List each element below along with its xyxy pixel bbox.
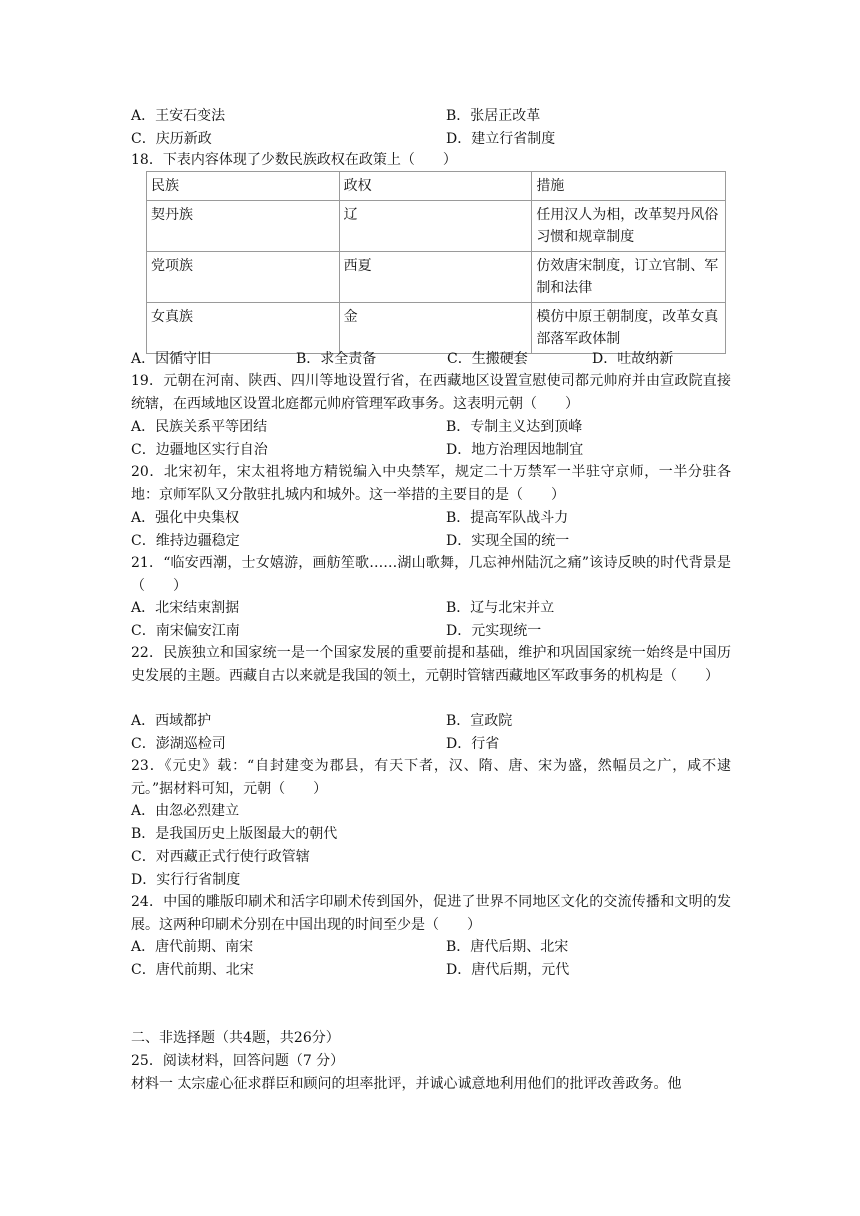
q23-option-c: C．对西藏正式行使行政管辖 — [131, 849, 310, 865]
table-header-row — [147, 172, 726, 201]
q19-stem: 19．元朝在河南、陕西、四川等地设置行省，在西藏地区设置宣慰使司都元帅府并由宣政院直接统辖，在西域地区设置北庭都元帅府管理军政事务。这表明元朝（ ） — [131, 373, 731, 412]
q19-option-a: A．民族关系平等团结 — [131, 419, 268, 435]
q21-options-row-1 — [131, 597, 731, 619]
q18-option-d: D．吐故纳新 — [592, 351, 674, 367]
q20-option-b: B．提高军队战斗力 — [446, 510, 569, 526]
q21-options-row-2 — [131, 620, 731, 642]
q23-option-d: D．实行行省制度 — [131, 872, 241, 888]
q20-stem: 20．北宋初年，宋太祖将地方精锐编入中央禁军，规定二十万禁军一半驻守京师，一半分驻各地：京师军队又分散驻扎城内和城外。这一举措的主要目的是（ ） — [131, 464, 731, 503]
table-cell: 辽 — [339, 201, 532, 252]
q25-material-1: 材料一 太宗虚心征求群臣和顾问的坦率批评，并诚心诚意地利用他们的批评改善政务。他 — [131, 1076, 682, 1092]
q24-option-d: D．唐代后期，元代 — [446, 962, 570, 978]
table-header-cell: 措施 — [532, 172, 726, 201]
q24-option-c: C．唐代前期、北宋 — [131, 962, 254, 978]
q19-option-b: B．专制主义达到顶峰 — [446, 419, 583, 435]
q22-stem: 22．民族独立和国家统一是一个国家发展的重要前提和基础，维护和巩固国家统一始终是中国历史发展的主题。西藏自古以来就是我国的领土，元朝时管辖西藏地区军政事务的机构是（ ） — [131, 645, 731, 684]
q20-option-c: C．维持边疆稳定 — [131, 533, 240, 549]
table-row — [147, 201, 726, 252]
table-cell: 党项族 — [147, 252, 340, 303]
q18-option-b: B．求全责备 — [296, 351, 377, 367]
q18-option-c: C．生搬硬套 — [447, 351, 528, 367]
q17-option-d: D．建立行省制度 — [446, 131, 556, 147]
q22-option-d: D．行省 — [446, 736, 500, 752]
q24-options-row-1 — [131, 936, 731, 958]
q20-option-a: A．强化中央集权 — [131, 510, 240, 526]
q21-option-b: B．辽与北宋并立 — [446, 600, 555, 616]
q17-option-c: C．庆历新政 — [131, 131, 212, 147]
section-2-heading: 二、非选择题（共4题，共26分） — [131, 1030, 340, 1046]
table-row — [147, 252, 726, 303]
table-cell: 任用汉人为相，改革契丹风俗习惯和规章制度 — [532, 201, 726, 252]
q24-options-row-2 — [131, 959, 731, 981]
q20-option-d: D．实现全国的统一 — [446, 533, 570, 549]
table-header-cell: 民族 — [147, 172, 340, 201]
q21-option-c: C．南宋偏安江南 — [131, 623, 240, 639]
q17-options-row-1 — [131, 105, 731, 127]
q21-option-a: A．北宋结束割据 — [131, 600, 240, 616]
table-row — [147, 303, 726, 354]
q19-option-c: C．边疆地区实行自治 — [131, 442, 268, 458]
q20-options-row-1 — [131, 507, 731, 529]
table-cell: 女真族 — [147, 303, 340, 354]
q19-options-row-1 — [131, 416, 731, 438]
q22-options-row-1 — [131, 710, 731, 732]
table-cell: 金 — [339, 303, 532, 354]
q24-stem: 24．中国的雕版印刷术和活字印刷术传到国外，促进了世界不同地区文化的交流传播和文明的发展。这两种印刷术分别在中国出现的时间至少是（ ） — [131, 894, 731, 933]
table-cell: 仿效唐宋制度，订立官制、军制和法律 — [532, 252, 726, 303]
q21-stem: 21．“临安西潮，士女嬉游，画舫笙歌……湖山歌舞，几忘神州陆沉之痛”该诗反映的时代背景是（ ） — [131, 555, 731, 594]
q18-table — [146, 171, 726, 354]
q20-options-row-2 — [131, 530, 731, 552]
q24-option-b: B．唐代后期、北宋 — [446, 939, 569, 955]
q19-option-d: D．地方治理因地制宜 — [446, 442, 584, 458]
q24-option-a: A．唐代前期、南宋 — [131, 939, 254, 955]
q18-options-row — [131, 348, 731, 370]
q19-options-row-2 — [131, 439, 731, 461]
q21-option-d: D．元实现统一 — [446, 623, 542, 639]
q23-option-b: B．是我国历史上版图最大的朝代 — [131, 826, 338, 842]
q22-option-a: A．西域都护 — [131, 713, 212, 729]
table-cell: 模仿中原王朝制度，改革女真部落军政体制 — [532, 303, 726, 354]
q22-options-row-2 — [131, 733, 731, 755]
q17-option-b: B．张居正改革 — [446, 108, 541, 124]
table-cell: 契丹族 — [147, 201, 340, 252]
q22-option-c: C．澎湖巡检司 — [131, 736, 226, 752]
q18-option-a: A．因循守旧 — [131, 351, 212, 367]
table-header-cell: 政权 — [339, 172, 532, 201]
q22-option-b: B．宣政院 — [446, 713, 513, 729]
q17-option-a: A．王安石变法 — [131, 108, 226, 124]
q23-stem: 23．《元史》载：“自封建变为郡县，有天下者，汉、隋、唐、宋为盛，然幅员之广，咸不逮元。”据材料可知，元朝（ ） — [131, 758, 731, 797]
q25-stem: 25．阅读材料，回答问题（7 分） — [131, 1053, 345, 1069]
q17-options-row-2 — [131, 128, 731, 150]
q18-stem: 18．下表内容体现了少数民族政权在政策上（ ） — [131, 152, 457, 168]
q23-option-a: A．由忽必烈建立 — [131, 803, 240, 819]
table-cell: 西夏 — [339, 252, 532, 303]
